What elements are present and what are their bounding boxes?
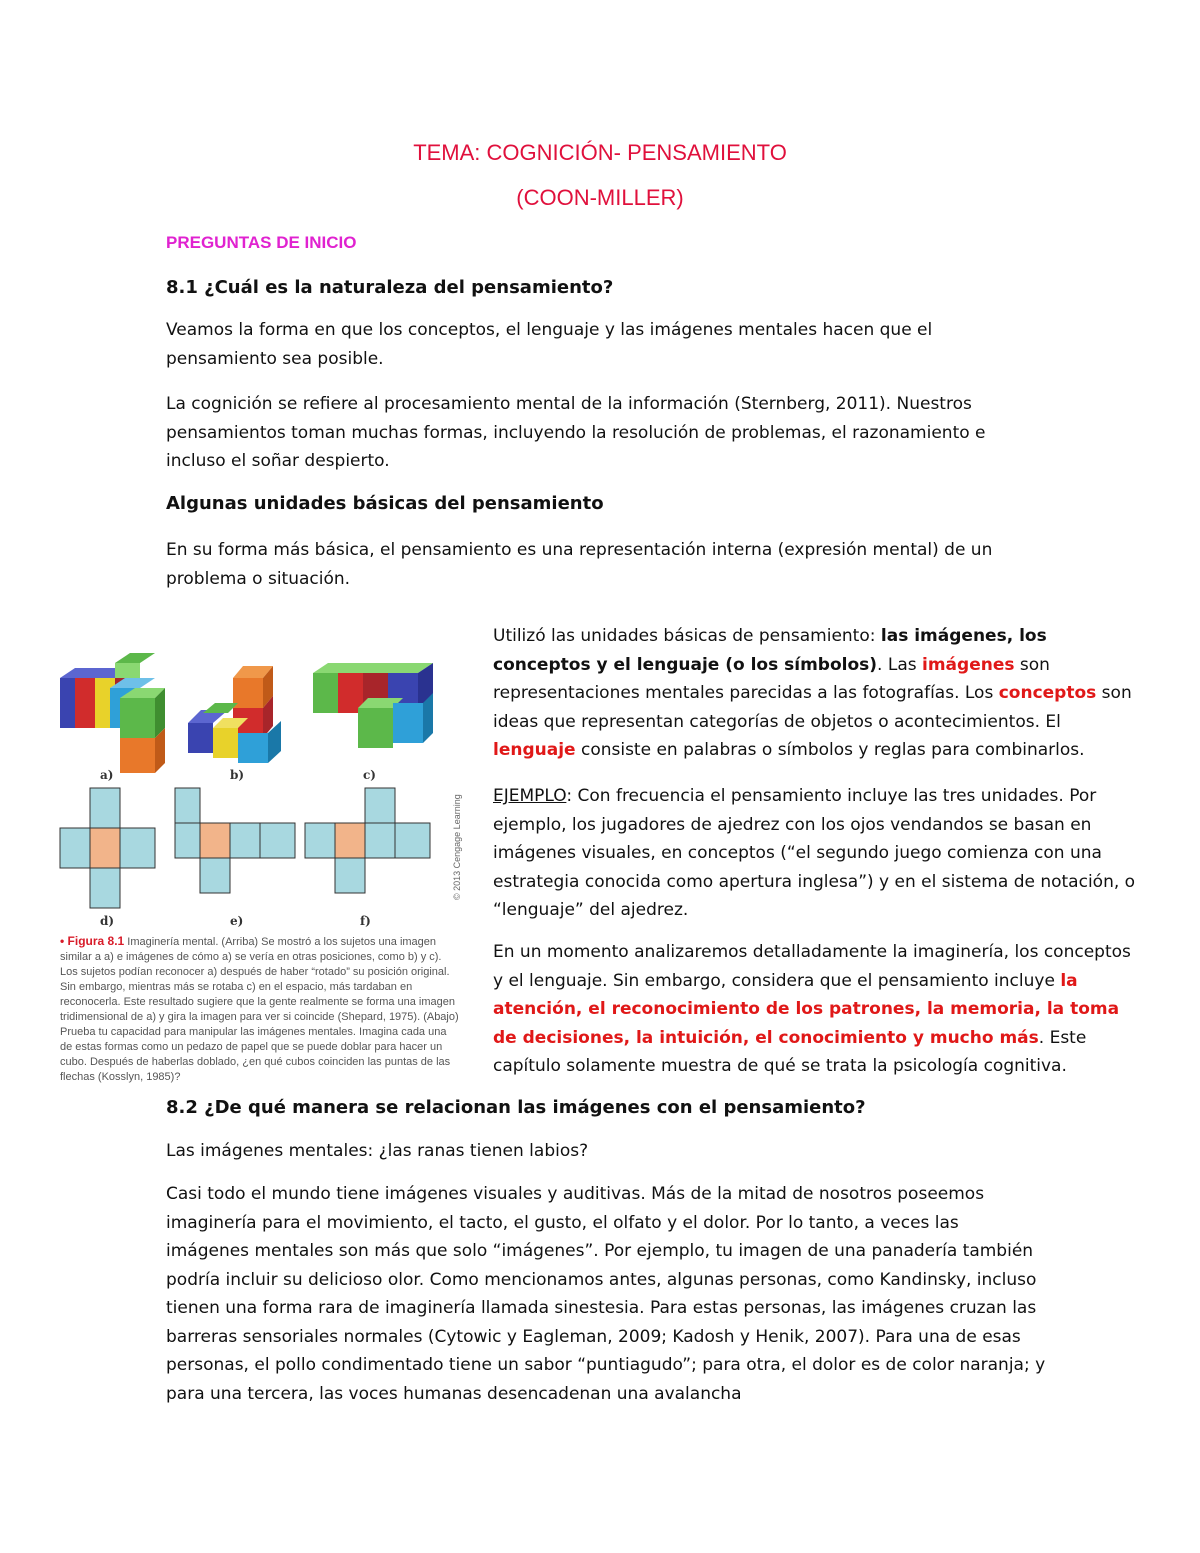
cube-net-f xyxy=(305,788,430,893)
cube-figure-c xyxy=(313,663,433,748)
question-heading-1: 8.1 ¿Cuál es la naturaleza del pensamiento? xyxy=(166,277,614,298)
subheading-unidades: Algunas unidades básicas del pensamiento xyxy=(166,493,604,514)
question-heading-2: 8.2 ¿De qué manera se relacionan las imágenes con el pensamiento? xyxy=(166,1097,866,1118)
page-title: TEMA: COGNICIÓN- PENSAMIENTO xyxy=(413,140,787,165)
text-run: son representaciones mentales parecidas a las fotografías. Los xyxy=(493,654,1050,703)
paragraph-1: Veamos la forma en que los conceptos, el lenguaje y las imágenes mentales hacen que el pensamiento sea posible. xyxy=(166,320,933,369)
page-subtitle: (COON-MILLER) xyxy=(516,185,684,210)
figure-caption-text: Imaginería mental. (Arriba) Se mostró a los sujetos una imagen similar a a) e imágenes de cómo a) se vería en otras posiciones, como b) y c). Los sujetos podían reconocer a) después de haber “rotado” su posición original. Sin embargo, mientras más se rotaba c) en el espacio, más tardaban en reconocerla. Este resultado sugiere que la gente realmente se forma una imagen tridimensional de a) y gira la imagen para ver si coincide (Shepard, 1975). (Abajo) Prueba tu capacidad para manipular las imágenes mentales. Imagina cada una de estas formas como un pedazo de papel que se puede doblar para hacer un cubo. Después de haberlas doblado, ¿en qué cubos coinciden las puntas de las flechas (Kosslyn, 1985)? xyxy=(60,936,459,1083)
paragraph-3: En su forma más básica, el pensamiento es una representación interna (expresión mental) de un problema o situación. xyxy=(166,540,993,589)
text-run: : Con frecuencia el pensamiento incluye las tres unidades. Por ejemplo, los jugadores de ajedrez con los ojos vendandos se basan en imágenes visuales, en conceptos (“el segundo juego comienza con una estrategia conocida como apertura inglesa”) y en el sistema de notación, o “lenguaje” del ajedrez. xyxy=(493,786,1136,920)
section-label: PREGUNTAS DE INICIO xyxy=(166,233,357,252)
paragraph-5: Casi todo el mundo tiene imágenes visuales y auditivas. Más de la mitad de nosotros poseemos imaginería para el movimiento, el tacto, el gusto, el olfato y el dolor. Por lo tanto, a veces las imágenes mentales son más que solo “imágenes”. Por ejemplo, tu imagen de una panadería también podría incluir su delicioso olor. Como mencionamos antes, algunas personas, como Kandinsky, incluso tienen una forma rara de imaginería llamada sinestesia. Para estas personas, las imágenes cruzan las barreras sensoriales normales (Cytowic y Eagleman, 2009; Kadosh y Henik, 2007). Para una de esas personas, el pollo condimentado tiene un sabor “puntiagudo”; para otra, el dolor es de color naranja; y para una tercera, las voces humanas desencadenan una avalancha xyxy=(166,1184,1046,1404)
paragraph-units xyxy=(493,622,1143,765)
text-run-red: conceptos xyxy=(998,683,1097,703)
paragraph-2: La cognición se refiere al procesamiento mental de la información (Sternberg, 2011). Nuestros pensamientos toman muchas formas, incluyendo la resolución de problemas, el razonamiento e incluso el soñar despierto. xyxy=(166,394,986,471)
text-run: consiste en palabras o símbolos y reglas para combinarlos. xyxy=(575,740,1085,760)
figure-label-e: e) xyxy=(230,914,244,928)
figure-label-b: b) xyxy=(230,768,245,782)
ejemplo-label: EJEMPLO xyxy=(493,786,567,806)
text-run: . Las xyxy=(877,654,923,675)
figure-caption xyxy=(60,934,460,1085)
text-run: Utilizó las unidades básicas de pensamiento: xyxy=(493,626,881,646)
cube-net-e xyxy=(175,788,295,893)
figure-label-d: d) xyxy=(100,914,115,928)
text-run: son ideas que representan categorías de objetos o acontecimientos. El xyxy=(493,683,1132,732)
text-run-bold: las imágenes, los conceptos y el lenguaje (o los símbolos) xyxy=(493,626,1047,675)
text-run: En un momento analizaremos detalladamente la imaginería, los conceptos y el lenguaje. Sin embargo, considera que el pensamiento incluye xyxy=(493,942,1131,991)
text-run: . Este capítulo solamente muestra de qué se trata la psicología cognitiva. xyxy=(493,1027,1087,1076)
text-run-red: imágenes xyxy=(922,654,1015,675)
text-run-red: la atención, el reconocimiento de los patrones, la memoria, la toma de decisiones, la intuición, el conocimiento y mucho más xyxy=(493,970,1120,1048)
figure-label-a: a) xyxy=(100,768,114,782)
paragraph-4: Las imágenes mentales: ¿las ranas tienen labios? xyxy=(166,1141,589,1161)
paragraph-cognitiva xyxy=(493,938,1143,1081)
figure-credit: © 2013 Cengage Learning xyxy=(452,794,462,900)
text-run-red: lenguaje xyxy=(493,740,576,760)
figure-label-f: f) xyxy=(360,914,371,928)
cube-figure-a xyxy=(60,653,165,773)
cube-net-d xyxy=(60,788,155,908)
cube-figure-b xyxy=(188,666,281,763)
figure-illustration xyxy=(55,648,465,938)
figure-number: • Figura 8.1 xyxy=(60,934,125,948)
paragraph-ejemplo xyxy=(493,782,1143,925)
figure-label-c: c) xyxy=(363,768,376,782)
